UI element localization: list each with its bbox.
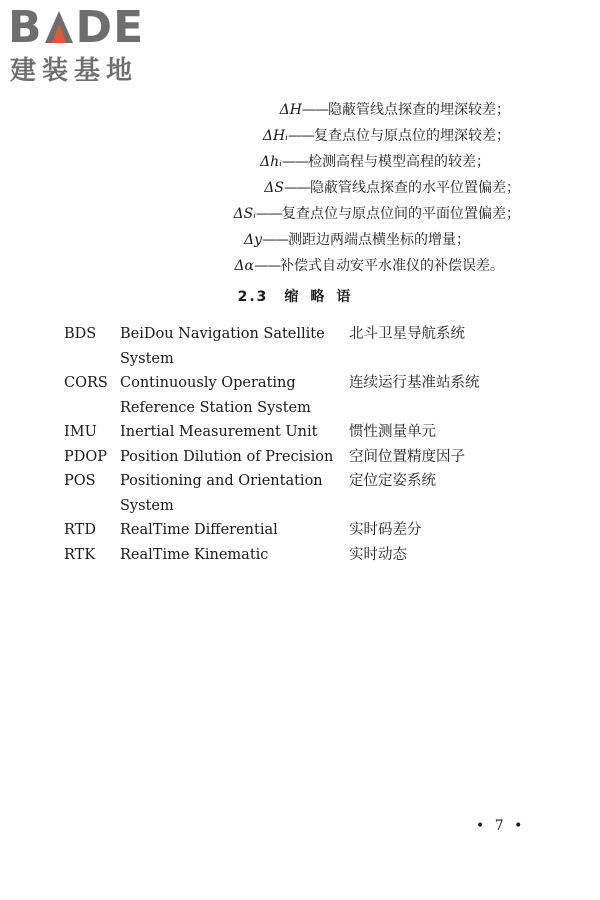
definition-row xyxy=(234,254,504,278)
logo-letter-b: B xyxy=(8,2,43,53)
table-row xyxy=(64,518,534,543)
definition-symbol: ΔHᵢ xyxy=(262,128,288,144)
abbreviation-chinese: 空间位置精度因子 xyxy=(349,448,465,465)
abbreviation-table xyxy=(64,322,534,567)
abbreviation-chinese: 北斗卫星导航系统 xyxy=(349,326,465,342)
definition-dash: —— xyxy=(254,258,280,274)
abbreviation-code: PDOP xyxy=(64,448,108,465)
abbreviation-chinese: 定位定姿系统 xyxy=(349,473,436,489)
definition-dash: —— xyxy=(288,128,314,144)
definition-text: 复查点位与原点位间的平面位置偏差； xyxy=(282,206,520,222)
logo-a-triangle-icon xyxy=(44,10,74,44)
table-row xyxy=(64,420,534,445)
definition-text: 隐蔽管线点探查的水平位置偏差； xyxy=(310,180,520,196)
definition-dash: —— xyxy=(256,206,282,222)
abbreviation-code: IMU xyxy=(64,424,97,440)
definition-text: 隐蔽管线点探查的埋深较差； xyxy=(328,102,510,118)
abbreviation-english: RealTime Kinematic xyxy=(120,546,269,563)
definition-row xyxy=(263,124,510,148)
section-title: 缩略语 xyxy=(284,289,363,305)
definition-symbol: Δα xyxy=(234,258,254,274)
abbreviation-english: BeiDou Navigation Satellite System xyxy=(120,326,325,367)
logo-letters-de: DE xyxy=(75,2,145,53)
table-row xyxy=(64,322,534,371)
logo-wordmark xyxy=(8,4,144,52)
abbreviation-code: BDS xyxy=(64,326,97,342)
definition-symbol: ΔS xyxy=(264,180,284,196)
definition-dash: —— xyxy=(302,102,328,118)
abbreviation-code: RTK xyxy=(64,546,96,563)
abbreviation-english: Position Dilution of Precision xyxy=(120,448,334,465)
page-number: • 7 • xyxy=(476,818,526,834)
definition-dash: —— xyxy=(282,154,308,170)
definition-row xyxy=(244,228,470,252)
definition-text: 测距边两端点横坐标的增量； xyxy=(288,232,470,248)
abbreviation-english: RealTime Differential xyxy=(120,522,278,538)
definition-dash: —— xyxy=(284,180,310,196)
definition-text: 补偿式自动安平水准仪的补偿误差。 xyxy=(280,258,504,274)
abbreviation-chinese: 实时码差分 xyxy=(349,522,422,538)
definition-row xyxy=(280,98,510,122)
abbreviation-english: Positioning and Orientation System xyxy=(120,473,323,514)
abbreviation-code: RTD xyxy=(64,522,96,538)
abbreviation-english: Continuously Operating Reference Station System xyxy=(120,375,311,416)
definition-symbol: ΔH xyxy=(279,102,302,118)
abbreviation-chinese: 连续运行基准站系统 xyxy=(349,375,480,391)
abbreviation-code: POS xyxy=(64,473,96,489)
table-row xyxy=(64,371,534,420)
definition-dash: —— xyxy=(262,232,288,248)
definition-symbol: Δhᵢ xyxy=(260,154,282,170)
abbreviation-english: Inertial Measurement Unit xyxy=(120,424,318,440)
definition-text: 复查点位与原点位的埋深较差； xyxy=(314,128,510,144)
table-row xyxy=(64,469,534,518)
abbreviation-chinese: 实时动态 xyxy=(349,546,407,563)
definition-text: 检测高程与模型高程的较差； xyxy=(308,154,490,170)
section-number: 2.3 xyxy=(237,289,269,305)
definition-symbol: Δy xyxy=(243,232,262,248)
logo-subtitle: 建装基地 xyxy=(10,56,139,86)
definition-row xyxy=(260,150,490,174)
definition-symbol: ΔSᵢ xyxy=(233,206,256,222)
brand-logo xyxy=(8,4,178,88)
abbreviation-code: CORS xyxy=(64,375,108,391)
table-row xyxy=(64,543,534,568)
abbreviation-chinese: 惯性测量单元 xyxy=(349,424,436,440)
definition-row xyxy=(264,176,520,200)
table-row xyxy=(64,445,534,470)
definition-row xyxy=(233,202,520,226)
section-heading xyxy=(0,286,600,306)
